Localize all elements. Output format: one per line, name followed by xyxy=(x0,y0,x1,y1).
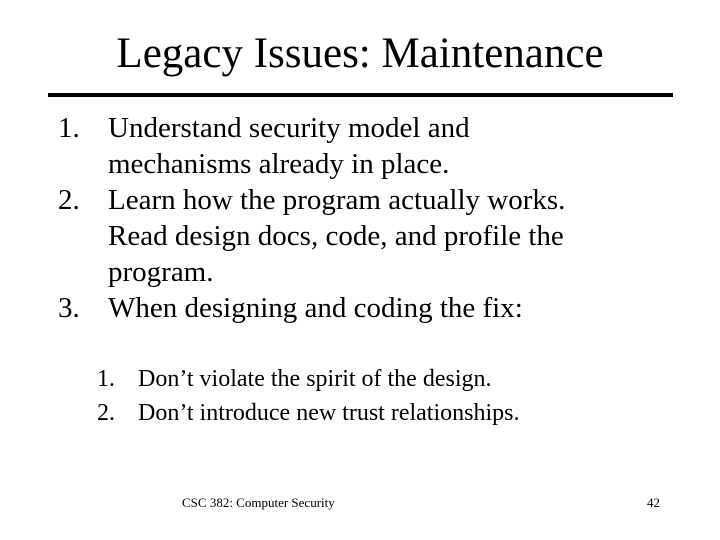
list-item xyxy=(0,182,668,290)
main-list xyxy=(0,110,668,326)
sub-item-number: 2. xyxy=(97,400,115,426)
item-line: mechanisms already in place. xyxy=(108,148,450,180)
footer-course: CSC 382: Computer Security xyxy=(182,495,335,510)
list-item xyxy=(0,110,668,182)
page-number: 42 xyxy=(647,495,660,510)
item-line: program. xyxy=(108,256,214,288)
item-line: Learn how the program actually works. xyxy=(108,184,566,216)
sub-list-item xyxy=(0,396,520,430)
item-number: 2. xyxy=(58,184,80,216)
sub-list-item xyxy=(0,362,520,396)
title-rule xyxy=(48,93,673,97)
slide-title: Legacy Issues: Maintenance xyxy=(116,30,604,77)
item-number: 1. xyxy=(58,112,80,144)
sub-item-text: Don’t violate the spirit of the design. xyxy=(138,366,492,392)
sub-item-number: 1. xyxy=(97,366,115,392)
sub-list xyxy=(0,362,520,430)
item-line: Read design docs, code, and profile the xyxy=(108,220,564,252)
item-line: Understand security model and xyxy=(108,112,470,144)
sub-item-text: Don’t introduce new trust relationships. xyxy=(138,400,520,426)
item-number: 3. xyxy=(58,292,80,324)
list-item xyxy=(0,290,668,326)
item-line: When designing and coding the fix: xyxy=(108,292,523,324)
